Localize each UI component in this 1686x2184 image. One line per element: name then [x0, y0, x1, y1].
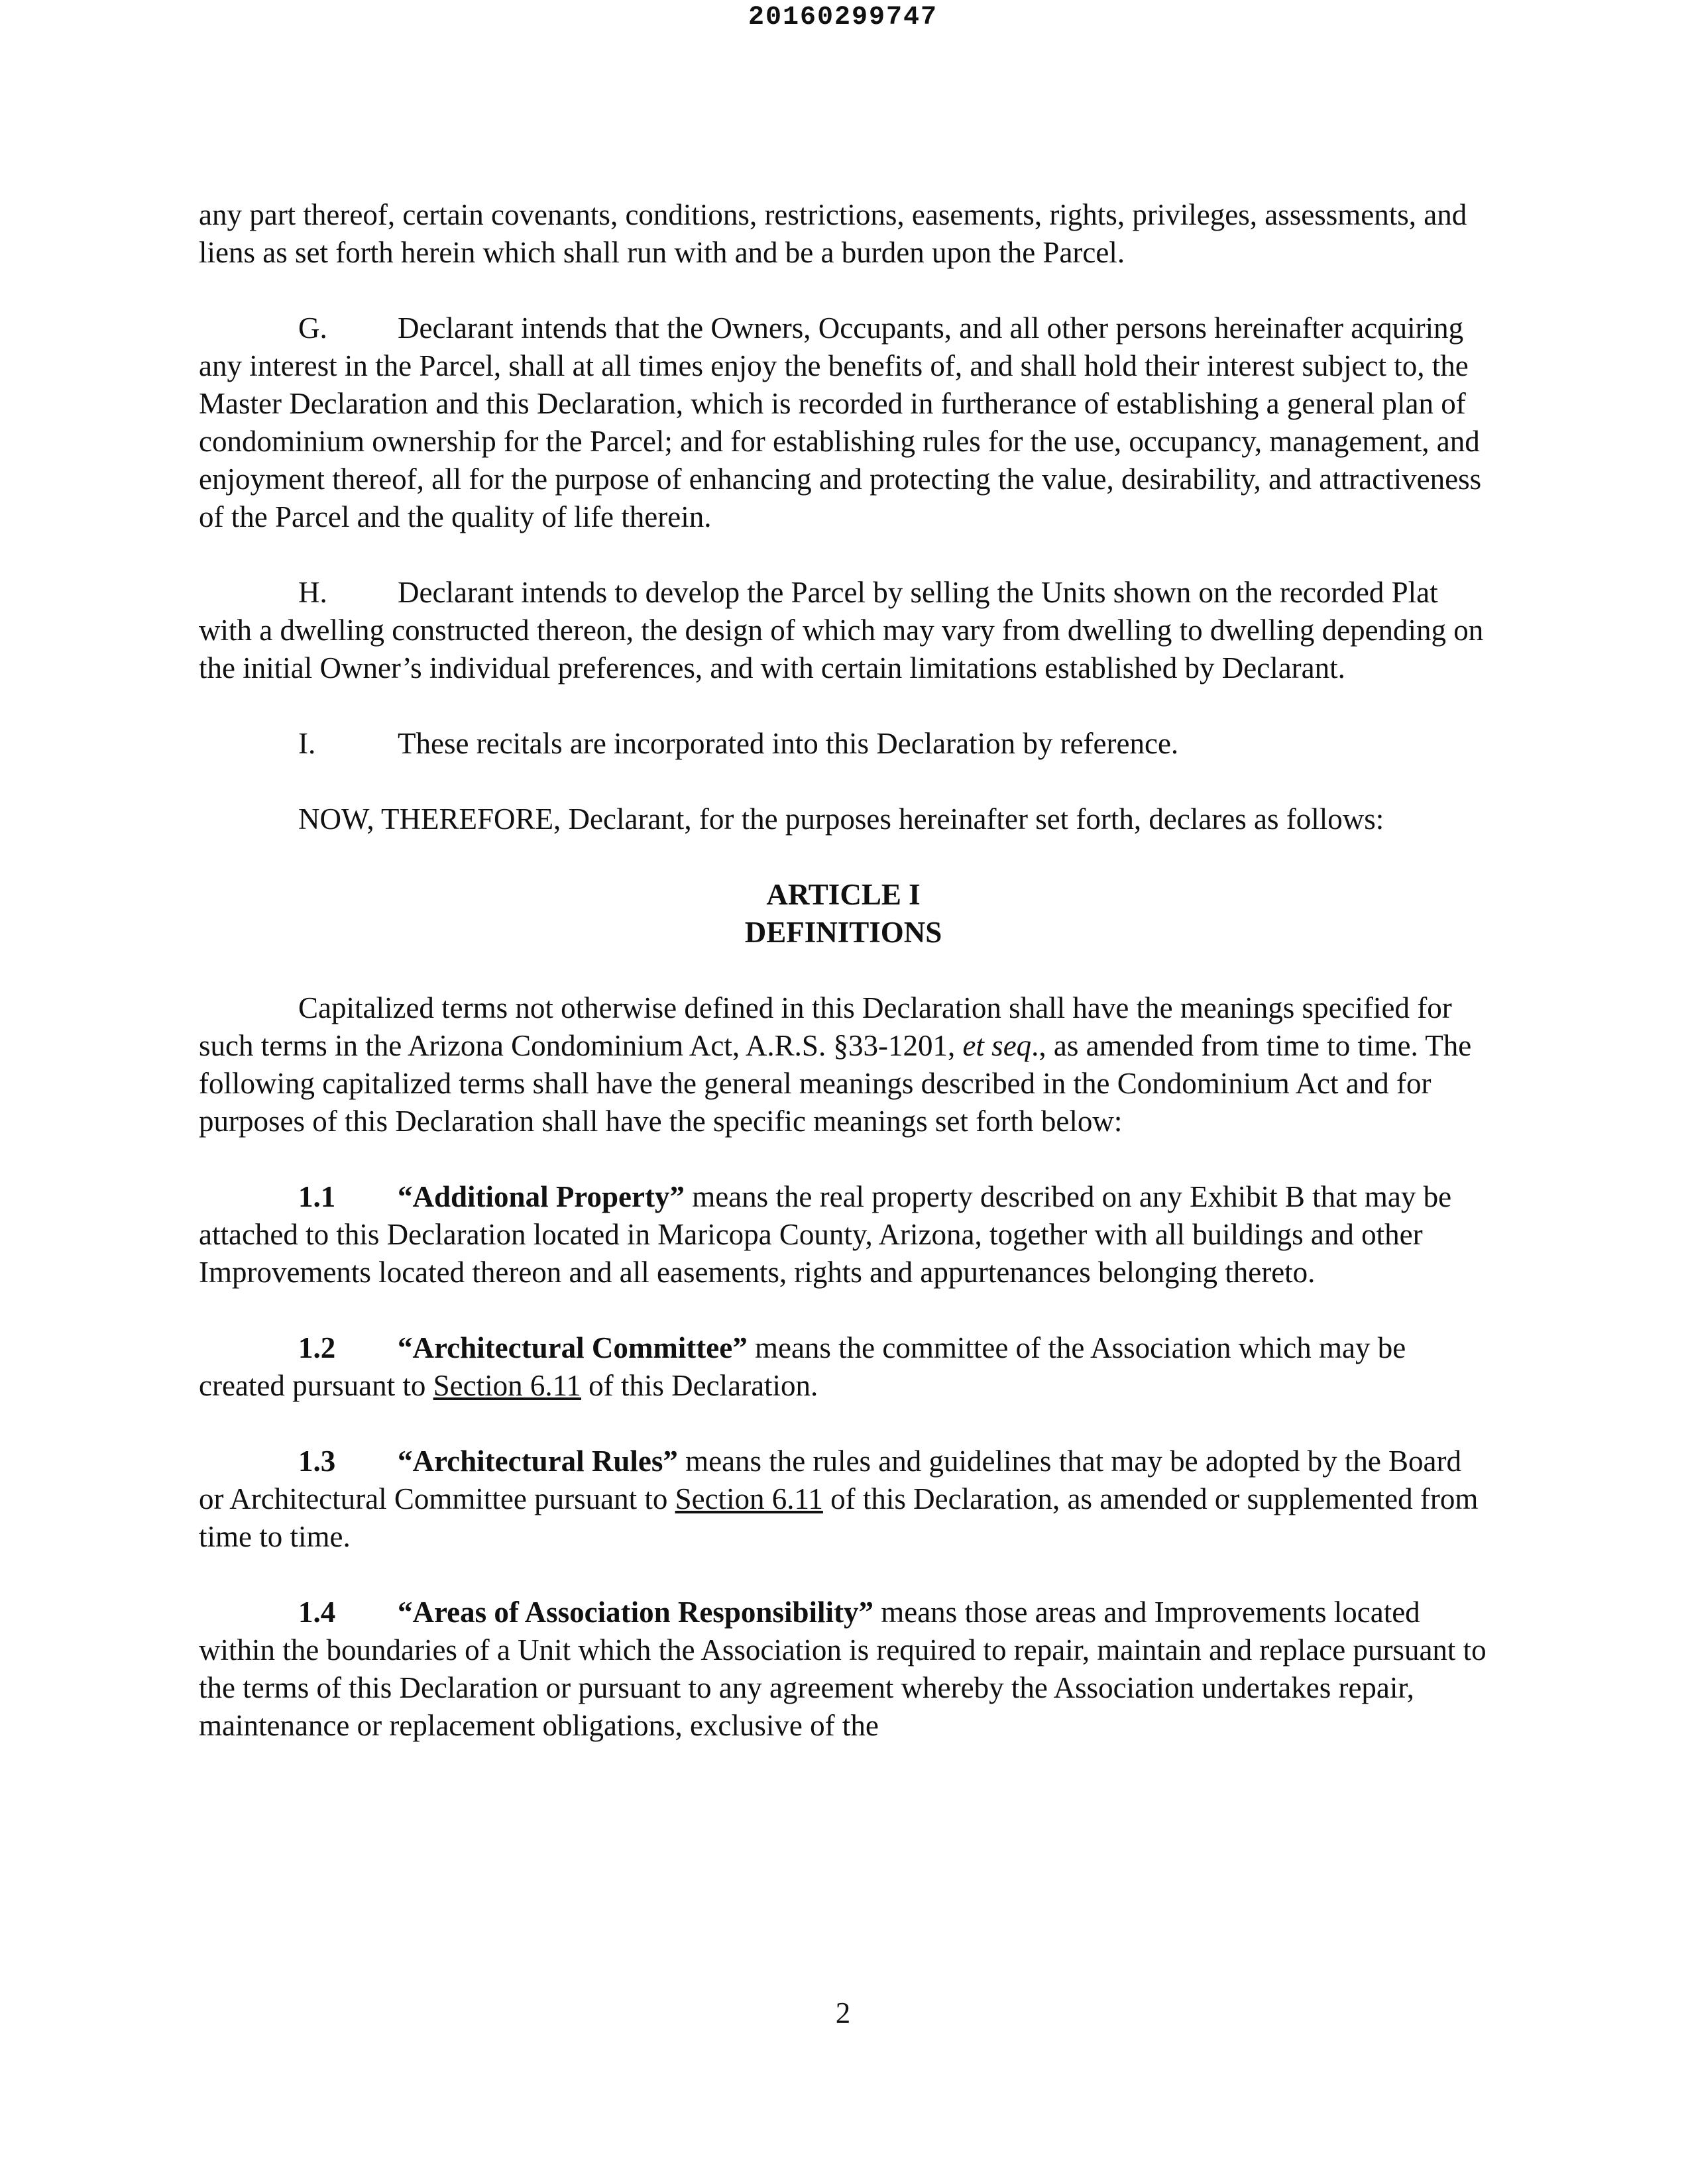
recital-letter: H. — [298, 576, 327, 609]
section-number: 1.2 — [298, 1331, 336, 1364]
defined-term: “Additional Property” — [398, 1180, 685, 1213]
recital-text: Declarant intends that the Owners, Occupants, and all other persons hereinafter acquiring any interest in the Parcel, shall at all times enjoy the benefits of, and shall hold their interest subject to, the Master Declaration and this Declaration, which is recorded in furtherance of establishing a general plan of condominium ownership for the Parcel; and for establishing rules for the use, occupancy, management, and enjoyment thereof, all for the purpose of enhancing and protecting the value, desirability, and attractiveness of the Parcel and the quality of life therein. — [199, 311, 1482, 533]
et-seq: et seq — [962, 1029, 1032, 1062]
definition-text: means the real property described on any Exhibit B that may be attached to this Declaration located in Maricopa County, Arizona, together with all buildings and other Improvements located thereon and all easements, rights and appurtenances belonging thereto. — [199, 1180, 1452, 1289]
page-number: 2 — [835, 1996, 851, 2030]
section-number: 1.1 — [298, 1180, 336, 1213]
definition-1-1 — [199, 1178, 1488, 1291]
article-number: ARTICLE I — [766, 878, 921, 911]
recital-text: Declarant intends to develop the Parcel by selling the Units shown on the recorded Plat with a dwelling constructed thereon, the design of which may vary from dwelling to dwelling depending on the initial Owner’s individual preferences, and with certain limitations established by Declarant. — [199, 576, 1484, 684]
definitions-intro: Capitalized terms not otherwise defined in this Declaration shall have the meanings specified for such terms in the Arizona Condominium Act, A.R.S. §33-1201, et seq., as amended from time to time. The following capitalized terms shall have the general meanings described in the Condominium Act and for purposes of this Declaration shall have the specific meanings set forth below: — [199, 991, 1472, 1138]
recital-letter: I. — [298, 727, 316, 760]
definition-1-4 — [199, 1594, 1488, 1745]
recital-h — [199, 574, 1488, 687]
article-title: DEFINITIONS — [744, 916, 942, 949]
article-heading — [199, 876, 1488, 952]
definition-text: means those areas and Improvements located within the boundaries of a Unit which the Association is required to repair, maintain and replace pursuant to the terms of this Declaration or pursuant to any agreement whereby the Association undertakes repair, maintenance or replacement obligations, exclusive of the — [199, 1596, 1487, 1742]
recital-continuation: any part thereof, certain covenants, conditions, restrictions, easements, rights, privileges, assessments, and liens as set forth herein which shall run with and be a burden upon the Parcel. — [199, 198, 1467, 269]
section-cross-reference: Section 6.11 — [433, 1369, 581, 1402]
defined-term: “Areas of Association Responsibility” — [398, 1596, 873, 1629]
defined-term: “Architectural Rules” — [398, 1445, 678, 1478]
definition-1-3 — [199, 1443, 1488, 1556]
defined-term: “Architectural Committee” — [398, 1331, 748, 1364]
recital-text: These recitals are incorporated into this Declaration by reference. — [398, 727, 1179, 760]
definition-1-2 — [199, 1329, 1488, 1405]
section-cross-reference: Section 6.11 — [675, 1482, 823, 1515]
recital-i — [199, 725, 1488, 763]
definition-text: of this Declaration. — [581, 1369, 818, 1402]
recording-number: 20160299747 — [748, 3, 938, 32]
definition-text: means the committee of the Association which may be created pursuant to — [199, 1331, 1406, 1402]
now-therefore-clause: NOW, THEREFORE, Declarant, for the purposes hereinafter set forth, declares as follows: — [298, 802, 1384, 836]
section-number: 1.4 — [298, 1596, 336, 1629]
recital-g — [199, 309, 1488, 536]
section-number: 1.3 — [298, 1445, 336, 1478]
definition-text: means the rules and guidelines that may be adopted by the Board or Architectural Committee pursuant to — [199, 1445, 1462, 1515]
document-body — [199, 196, 1488, 1782]
definition-text: of this Declaration, as amended or supplemented from time to time. — [199, 1482, 1479, 1553]
recital-letter: G. — [298, 311, 327, 345]
